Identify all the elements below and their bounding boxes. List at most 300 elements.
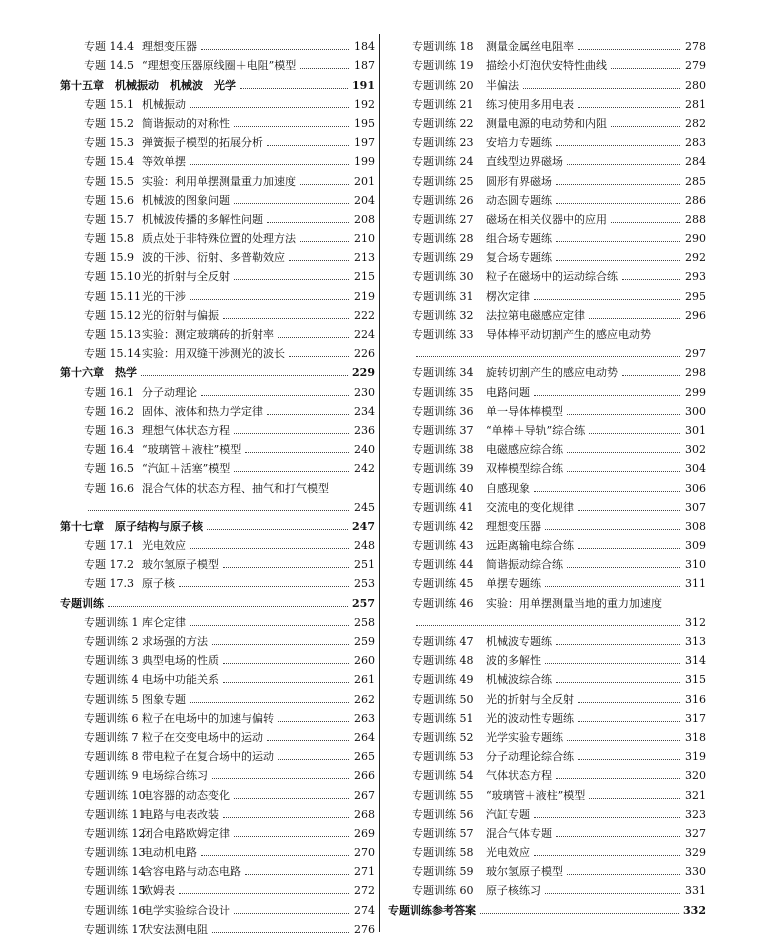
toc-entry[interactable] <box>60 399 375 418</box>
page-number: 191 <box>352 78 375 92</box>
entry-title: 伏安法测电阻 <box>142 922 208 936</box>
entry-number: 专题训练 35 <box>412 385 474 399</box>
toc-entry[interactable] <box>60 782 375 801</box>
page-number: 313 <box>685 635 706 648</box>
entry-number: 专题训练 44 <box>412 558 474 572</box>
dot-leader <box>567 567 680 568</box>
toc-entry[interactable] <box>60 264 375 283</box>
page-number: 242 <box>354 462 375 476</box>
entry-number: 专题 15.8 <box>84 232 134 246</box>
toc-entry[interactable] <box>60 821 375 840</box>
page-number: 240 <box>354 443 375 457</box>
entry-title: 简谐振动综合练 <box>486 558 563 572</box>
toc-entry[interactable] <box>60 571 375 590</box>
entry-number: 专题训练 34 <box>412 366 474 380</box>
dot-leader <box>556 203 680 204</box>
toc-entry[interactable] <box>388 149 706 168</box>
entry-title: 远距离输电综合练 <box>486 539 574 553</box>
toc-entry[interactable] <box>60 686 375 705</box>
toc-entry[interactable] <box>60 610 375 629</box>
dot-leader <box>223 663 349 664</box>
dot-leader <box>190 548 349 549</box>
entry-title: 组合场专题练 <box>486 232 552 246</box>
entry-number: 专题训练 50 <box>412 692 474 706</box>
dot-leader <box>534 299 680 300</box>
toc-entry[interactable] <box>388 686 706 705</box>
toc-entry[interactable] <box>388 245 706 264</box>
entry-title: 交流电的变化规律 <box>486 500 574 514</box>
entry-number: 专题训练 7 <box>84 730 139 744</box>
entry-number: 专题训练 58 <box>412 846 474 860</box>
toc-entry-continuation[interactable] <box>60 495 375 514</box>
toc-entry[interactable] <box>60 188 375 207</box>
entry-number: 专题训练 47 <box>412 635 474 648</box>
toc-entry[interactable] <box>388 763 706 782</box>
entry-title: 复合场专题练 <box>486 251 552 265</box>
page-number: 234 <box>354 404 375 418</box>
toc-entry[interactable] <box>60 149 375 168</box>
page-number: 251 <box>354 558 375 572</box>
toc-chapter-entry[interactable] <box>60 360 375 379</box>
page-number: 264 <box>354 730 375 744</box>
toc-entry[interactable] <box>60 53 375 72</box>
page-number: 280 <box>685 78 706 92</box>
page-number: 288 <box>685 212 706 226</box>
toc-entry[interactable] <box>388 571 706 590</box>
dot-leader <box>534 395 680 396</box>
toc-entry[interactable] <box>60 533 375 552</box>
entry-number: 专题 15.9 <box>84 251 134 265</box>
toc-entry[interactable] <box>388 264 706 283</box>
entry-title: 光的衍射与偏振 <box>142 308 219 322</box>
entry-number: 专题训练 53 <box>412 750 474 764</box>
page-number: 208 <box>354 212 375 226</box>
toc-entry[interactable] <box>60 763 375 782</box>
dot-leader <box>567 164 680 165</box>
toc-entry[interactable] <box>60 130 375 149</box>
entry-title: 粒子在交变电场中的运动 <box>142 730 263 744</box>
toc-entry[interactable] <box>388 111 706 130</box>
toc-entry[interactable] <box>388 533 706 552</box>
toc-entry[interactable] <box>388 802 706 821</box>
entry-number: 专题 15.6 <box>84 193 134 207</box>
entry-title: 波的干涉、衍射、多普勒效应 <box>142 251 285 265</box>
toc-entry[interactable] <box>60 226 375 245</box>
toc-entry[interactable] <box>60 897 375 916</box>
dot-leader <box>416 625 680 626</box>
toc-entry[interactable] <box>388 379 706 398</box>
entry-number: 专题训练 19 <box>412 59 474 73</box>
toc-entry-continuation[interactable] <box>388 341 706 360</box>
entry-title: 典型电场的性质 <box>142 654 219 668</box>
entry-title: 机械波综合练 <box>486 673 552 687</box>
page-number: 278 <box>685 40 706 54</box>
page-number: 226 <box>354 347 375 361</box>
page-number: 292 <box>685 251 706 265</box>
page-number: 270 <box>354 846 375 860</box>
toc-entry[interactable] <box>388 590 706 609</box>
page-number: 195 <box>354 116 375 130</box>
entry-title: 动态圆专题练 <box>486 193 552 207</box>
entry-title: 气体状态方程 <box>486 769 552 783</box>
toc-entry[interactable] <box>388 322 706 341</box>
entry-title: 安培力专题练 <box>486 136 552 150</box>
toc-entry[interactable] <box>388 53 706 72</box>
page-number: 281 <box>685 97 706 111</box>
dot-leader <box>223 318 349 319</box>
toc-entry[interactable] <box>388 168 706 187</box>
entry-number: 专题 15.4 <box>84 155 134 169</box>
entry-title: 实验：测定玻璃砖的折射率 <box>142 328 274 341</box>
dot-leader <box>245 874 349 875</box>
dot-leader <box>556 184 680 185</box>
entry-number: 专题训练 43 <box>412 539 474 553</box>
page-number: 283 <box>685 136 706 150</box>
toc-entry[interactable] <box>60 341 375 360</box>
dot-leader <box>300 241 349 242</box>
dot-leader <box>611 126 680 127</box>
entry-title: 单一导体棒模型 <box>486 404 563 418</box>
toc-entry[interactable] <box>60 207 375 226</box>
page-number: 213 <box>354 251 375 265</box>
toc-entry[interactable] <box>60 111 375 130</box>
entry-number: 专题训练 55 <box>412 788 474 802</box>
page-number: 316 <box>685 692 706 706</box>
entry-title: 闭合电路欧姆定律 <box>142 826 230 840</box>
entry-number: 专题训练 31 <box>412 289 474 303</box>
entry-title: 测量金属丝电阻率 <box>486 40 574 54</box>
chapter-title: 第十七章 原子结构与原子核 <box>60 519 203 533</box>
chapter-title: 专题训练参考答案 <box>388 903 476 917</box>
toc-entry[interactable] <box>388 437 706 456</box>
entry-number: 专题 14.5 <box>84 59 134 73</box>
page-number: 319 <box>685 750 706 764</box>
page-number: 269 <box>354 826 375 840</box>
toc-entry[interactable] <box>388 782 706 801</box>
entry-title: 弹簧振子模型的拓展分析 <box>142 136 263 150</box>
toc-entry[interactable] <box>60 917 375 936</box>
page-number: 230 <box>354 385 375 399</box>
toc-entry[interactable] <box>60 802 375 821</box>
dot-leader <box>611 68 680 69</box>
page-number: 330 <box>685 865 706 879</box>
page-number: 299 <box>685 385 706 399</box>
toc-entry[interactable] <box>388 456 706 475</box>
entry-title: “汽缸＋活塞”模型 <box>142 462 231 476</box>
dot-leader <box>278 759 349 760</box>
toc-entry[interactable] <box>388 303 706 322</box>
toc-entry[interactable] <box>60 418 375 437</box>
entry-number: 专题 16.3 <box>84 423 134 437</box>
toc-left-column <box>60 34 375 936</box>
toc-entry[interactable] <box>60 456 375 475</box>
entry-title: 导体棒平动切割产生的感应电动势 <box>486 328 651 341</box>
dot-leader <box>578 721 680 722</box>
entry-number: 专题训练 48 <box>412 654 474 668</box>
page-number: 284 <box>685 155 706 169</box>
entry-number: 专题训练 1 <box>84 615 139 629</box>
toc-entry[interactable] <box>388 514 706 533</box>
dot-leader <box>190 107 349 108</box>
dot-leader <box>534 491 680 492</box>
dot-leader <box>289 260 349 261</box>
dot-leader <box>545 529 680 530</box>
entry-number: 专题训练 42 <box>412 519 474 533</box>
entry-number: 专题训练 6 <box>84 711 139 725</box>
entry-title: 含容电路与动态电路 <box>142 865 241 879</box>
dot-leader <box>416 356 680 357</box>
entry-number: 专题 15.10 <box>84 270 141 284</box>
toc-chapter-entry[interactable] <box>60 72 375 91</box>
toc-entry[interactable] <box>388 92 706 111</box>
toc-entry[interactable] <box>388 706 706 725</box>
toc-entry[interactable] <box>388 495 706 514</box>
dot-leader <box>578 702 680 703</box>
toc-entry[interactable] <box>388 399 706 418</box>
toc-entry[interactable] <box>388 821 706 840</box>
entry-number: 专题训练 16 <box>84 903 146 917</box>
toc-chapter-entry[interactable] <box>60 590 375 609</box>
dot-leader <box>567 740 680 741</box>
entry-title: 欧姆表 <box>142 884 175 898</box>
entry-title: 图象专题 <box>142 692 186 706</box>
dot-leader <box>545 586 680 587</box>
entry-title: 实验：用单摆测量当地的重力加速度 <box>486 596 662 610</box>
dot-leader <box>267 222 349 223</box>
dot-leader <box>190 164 349 165</box>
entry-title: 电路与电表改装 <box>142 807 219 821</box>
toc-entry[interactable] <box>60 552 375 571</box>
entry-number: 专题训练 2 <box>84 635 139 648</box>
entry-title: 自感现象 <box>486 481 530 495</box>
toc-entry[interactable] <box>388 552 706 571</box>
toc-entry[interactable] <box>388 188 706 207</box>
dot-leader <box>578 510 680 511</box>
entry-title: 等效单摆 <box>142 155 186 169</box>
toc-entry[interactable] <box>60 840 375 859</box>
dot-leader <box>240 88 348 89</box>
page-number: 245 <box>354 500 375 514</box>
toc-entry[interactable] <box>388 207 706 226</box>
entry-number: 专题 15.14 <box>84 347 141 361</box>
toc-entry[interactable] <box>388 648 706 667</box>
toc-entry[interactable] <box>60 629 375 648</box>
dot-leader <box>556 145 680 146</box>
toc-entry[interactable] <box>388 130 706 149</box>
entry-number: 专题训练 18 <box>412 40 474 54</box>
toc-entry[interactable] <box>60 437 375 456</box>
dot-leader <box>223 817 349 818</box>
page-number: 309 <box>685 539 706 553</box>
toc-entry[interactable] <box>60 648 375 667</box>
dot-leader <box>480 913 679 914</box>
entry-title: 练习使用多用电表 <box>486 97 574 111</box>
dot-leader <box>212 644 349 645</box>
entry-number: 专题训练 41 <box>412 500 474 514</box>
toc-entry-continuation[interactable] <box>388 610 706 629</box>
page-number: 327 <box>685 826 706 840</box>
entry-title: “玻璃管＋液柱”模型 <box>142 443 242 457</box>
entry-title: 光电效应 <box>142 539 186 553</box>
dot-leader <box>179 893 349 894</box>
dot-leader <box>567 874 680 875</box>
page-number: 276 <box>354 922 375 936</box>
dot-leader <box>545 663 680 664</box>
toc-right-column <box>388 34 706 917</box>
toc-entry[interactable] <box>60 878 375 897</box>
entry-number: 专题训练 11 <box>84 807 146 821</box>
entry-number: 专题训练 24 <box>412 155 474 169</box>
toc-chapter-entry[interactable] <box>388 897 706 916</box>
page-number: 279 <box>685 59 706 73</box>
entry-title: 分子动理论综合练 <box>486 750 574 764</box>
toc-entry[interactable] <box>60 245 375 264</box>
toc-entry[interactable] <box>60 706 375 725</box>
entry-number: 专题训练 54 <box>412 769 474 783</box>
dot-leader <box>201 855 349 856</box>
dot-leader <box>611 222 680 223</box>
page-number: 323 <box>685 807 706 821</box>
entry-number: 专题 14.4 <box>84 40 134 54</box>
toc-entry[interactable] <box>60 34 375 53</box>
toc-entry[interactable] <box>388 725 706 744</box>
entry-number: 专题 15.2 <box>84 116 134 130</box>
page-number: 257 <box>352 596 375 610</box>
page-number: 267 <box>354 788 375 802</box>
entry-title: “理想变压器原线圈＋电阻”模型 <box>142 59 297 73</box>
toc-entry[interactable] <box>60 303 375 322</box>
entry-number: 专题训练 39 <box>412 462 474 476</box>
page-number: 329 <box>685 846 706 860</box>
entry-title: 电学实验综合设计 <box>142 903 230 917</box>
toc-entry[interactable] <box>60 667 375 686</box>
page-number: 308 <box>685 519 706 533</box>
page-number: 290 <box>685 232 706 246</box>
dot-leader <box>567 471 680 472</box>
entry-title: 光学实验专题练 <box>486 730 563 744</box>
entry-title: 机械波专题练 <box>486 635 552 648</box>
toc-entry[interactable] <box>60 168 375 187</box>
entry-number: 专题训练 8 <box>84 750 139 764</box>
entry-title: 圆形有界磁场 <box>486 174 552 188</box>
toc-chapter-entry[interactable] <box>60 514 375 533</box>
page-number: 315 <box>685 673 706 687</box>
dot-leader <box>245 452 349 453</box>
toc-entry[interactable] <box>60 322 375 341</box>
entry-title: 旋转切割产生的感应电动势 <box>486 366 618 380</box>
page-number: 197 <box>354 136 375 150</box>
page-number: 298 <box>685 366 706 380</box>
toc-entry[interactable] <box>388 629 706 648</box>
page-number: 301 <box>685 423 706 437</box>
page-number: 312 <box>685 615 706 629</box>
page-number: 259 <box>354 635 375 648</box>
toc-entry[interactable] <box>388 360 706 379</box>
dot-leader <box>534 817 680 818</box>
entry-number: 专题训练 26 <box>412 193 474 207</box>
entry-number: 专题 15.13 <box>84 328 141 341</box>
entry-number: 专题训练 52 <box>412 730 474 744</box>
entry-title: 电场中功能关系 <box>142 673 219 687</box>
entry-number: 专题训练 25 <box>412 174 474 188</box>
toc-entry[interactable] <box>388 72 706 91</box>
entry-number: 专题训练 59 <box>412 865 474 879</box>
toc-entry[interactable] <box>60 859 375 878</box>
page-number: 317 <box>685 711 706 725</box>
entry-title: 简谐振动的对称性 <box>142 116 230 130</box>
dot-leader <box>578 759 680 760</box>
entry-title: 描绘小灯泡伏安特性曲线 <box>486 59 607 73</box>
toc-entry[interactable] <box>388 283 706 302</box>
entry-title: “单棒＋导轨”综合练 <box>486 423 586 437</box>
dot-leader <box>267 740 349 741</box>
page-number: 192 <box>354 97 375 111</box>
toc-entry[interactable] <box>388 744 706 763</box>
entry-title: 楞次定律 <box>486 289 530 303</box>
entry-title: 实验：利用单摆测量重力加速度 <box>142 174 296 188</box>
dot-leader <box>234 279 349 280</box>
toc-entry[interactable] <box>388 878 706 897</box>
page-number: 302 <box>685 443 706 457</box>
toc-entry[interactable] <box>388 667 706 686</box>
entry-number: 专题 15.1 <box>84 97 134 111</box>
entry-number: 专题训练 28 <box>412 232 474 246</box>
entry-number: 专题 16.2 <box>84 404 134 418</box>
toc-entry[interactable] <box>60 283 375 302</box>
toc-entry[interactable] <box>388 34 706 53</box>
dot-leader <box>88 510 349 511</box>
toc-entry[interactable] <box>388 859 706 878</box>
toc-entry[interactable] <box>388 840 706 859</box>
entry-number: 专题训练 56 <box>412 807 474 821</box>
toc-entry[interactable] <box>388 418 706 437</box>
dot-leader <box>201 49 349 50</box>
page-number: 248 <box>354 539 375 553</box>
entry-number: 专题 17.1 <box>84 539 134 553</box>
entry-title: 测量电源的电动势和内阻 <box>486 116 607 130</box>
toc-entry[interactable] <box>388 226 706 245</box>
page-number: 332 <box>683 903 706 917</box>
toc-entry[interactable] <box>60 725 375 744</box>
dot-leader <box>190 625 349 626</box>
page-number: 285 <box>685 174 706 188</box>
toc-entry[interactable] <box>60 92 375 111</box>
entry-number: 专题训练 4 <box>84 673 139 687</box>
entry-number: 专题训练 15 <box>84 884 146 898</box>
entry-number: 专题训练 57 <box>412 826 474 840</box>
entry-title: 磁场在相关仪器中的应用 <box>486 212 607 226</box>
page-number: 286 <box>685 193 706 207</box>
entry-title: 质点处于非特殊位置的处理方法 <box>142 232 296 246</box>
toc-entry[interactable] <box>388 475 706 494</box>
page-number: 229 <box>352 366 375 380</box>
entry-number: 专题 16.4 <box>84 443 134 457</box>
page-number: 187 <box>354 59 375 73</box>
page-number: 204 <box>354 193 375 207</box>
dot-leader <box>300 184 349 185</box>
page-number: 262 <box>354 692 375 706</box>
dot-leader <box>300 68 349 69</box>
toc-entry[interactable] <box>60 475 375 494</box>
dot-leader <box>545 893 680 894</box>
entry-number: 专题训练 20 <box>412 78 474 92</box>
toc-entry[interactable] <box>60 379 375 398</box>
entry-title: 单摆专题练 <box>486 577 541 591</box>
toc-entry[interactable] <box>60 744 375 763</box>
page-number: 293 <box>685 270 706 284</box>
entry-number: 专题训练 27 <box>412 212 474 226</box>
entry-number: 专题训练 10 <box>84 788 146 802</box>
